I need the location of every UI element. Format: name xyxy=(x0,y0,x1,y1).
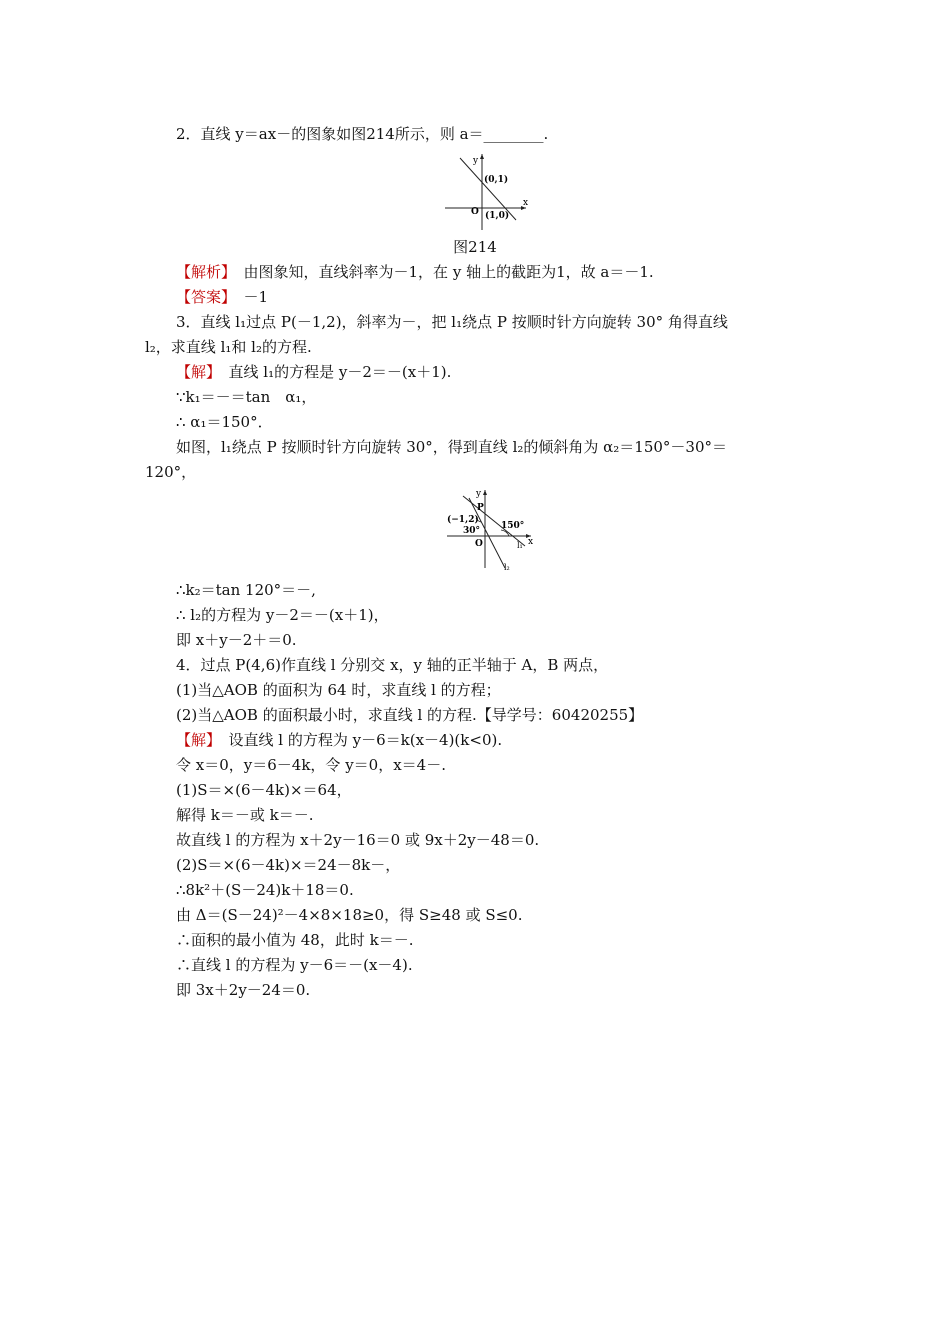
q4-solution-line3: (1)S＝×(6－4k)×＝64， xyxy=(176,781,352,799)
q4-stem-line1: 4．过点 P(4,6)作直线 l 分别交 x，y 轴的正半轴于 A，B 两点， xyxy=(176,656,609,674)
q4-solution-line9: ∴面积的最小值为 48，此时 k＝－. xyxy=(176,931,414,949)
l1-label: l₁ xyxy=(517,541,523,550)
q4-solution-line1 xyxy=(176,730,502,750)
q4-solution-line8: 由 Δ＝(S－24)²－4×8×18≥0，得 S≥48 或 S≤0. xyxy=(176,906,523,924)
answer-tag: 【答案】 xyxy=(176,288,229,306)
q4-solution-line5: 故直线 l 的方程为 x＋2y－16＝0 或 9x＋2y－48＝0. xyxy=(176,831,540,849)
y-axis-arrow-icon xyxy=(480,154,484,159)
x-label: x xyxy=(528,537,534,547)
q3-solution-line6: ∴k₂＝tan 120°＝－, xyxy=(176,581,316,599)
origin-label: O xyxy=(475,539,483,549)
q2-analysis xyxy=(176,262,654,282)
q3-solution-line4: 如图，l₁绕点 P 按顺时针方向旋转 30°，得到直线 l₂的倾斜角为 α₂＝150°－30°＝ xyxy=(176,438,728,456)
q4-solution-line4: 解得 k＝－或 k＝－. xyxy=(176,806,314,824)
q3-solution-line2: ∵k₁＝－＝tan α₁， xyxy=(176,388,317,406)
q3-stem-line1: 3．直线 l₁过点 P(－1,2)，斜率为－，把 l₁绕点 P 按顺时针方向旋转 30° 角得直线 xyxy=(176,313,728,331)
q2-stem: 2．直线 y＝ax－的图象如图214所示，则 a＝________. xyxy=(176,125,549,143)
figure-caption: 图214 xyxy=(453,238,497,256)
q3-solution-line7: ∴ l₂的方程为 y－2＝－(x＋1)， xyxy=(176,606,389,624)
q3-figure xyxy=(445,486,535,572)
y-label: y xyxy=(476,489,482,499)
q3-solution-line1 xyxy=(176,362,451,382)
solution-tag: 【解】 xyxy=(176,731,214,749)
analysis-tag: 【解析】 xyxy=(176,263,229,281)
q4-stem-line3: (2)当△AOB 的面积最小时，求直线 l 的方程.【导学号：60420255】 xyxy=(176,706,644,724)
solution-text: 直线 l₁的方程是 y－2＝－(x＋1). xyxy=(213,363,452,381)
origin-label: O xyxy=(471,207,479,217)
q3-stem-line2: l₂，求直线 l₁和 l₂的方程. xyxy=(145,338,312,356)
q4-solution-line10: ∴直线 l 的方程为 y－6＝－(x－4). xyxy=(176,956,413,974)
l2-label: l₂ xyxy=(504,563,510,572)
point-coord-label: (−1,2) xyxy=(447,515,479,525)
q2-figure xyxy=(440,150,530,232)
q3-solution-line3: ∴ α₁＝150°． xyxy=(176,413,273,431)
solution-text: 设直线 l 的方程为 y－6＝k(x－4)(k<0). xyxy=(213,731,503,749)
analysis-text: 由图象知，直线斜率为－1，在 y 轴上的截距为1，故 a＝－1. xyxy=(228,263,654,281)
angle-30-label: 30° xyxy=(463,526,481,536)
q3-solution-line8: 即 x＋y－2＋＝0. xyxy=(176,631,297,649)
q4-solution-line11: 即 3x＋2y－24＝0. xyxy=(176,981,311,999)
q4-solution-line6: (2)S＝×(6－4k)×＝24－8k－， xyxy=(176,856,401,874)
q4-solution-line7: ∴8k²＋(S－24)k＋18＝0. xyxy=(176,881,354,899)
solution-tag: 【解】 xyxy=(176,363,214,381)
point-label-1-0: (1,0) xyxy=(485,211,510,221)
q4-solution-line2: 令 x＝0，y＝6－4k，令 y＝0，x＝4－. xyxy=(176,756,446,774)
angle-150-label: 150° xyxy=(501,521,525,531)
y-label: y xyxy=(473,156,479,166)
q3-solution-line5: 120°， xyxy=(145,463,197,481)
q2-answer xyxy=(176,287,268,307)
q4-stem-line2: (1)当△AOB 的面积为 64 时，求直线 l 的方程； xyxy=(176,681,501,699)
answer-text: －1 xyxy=(228,288,269,306)
point-label-0-1: (0,1) xyxy=(484,175,509,185)
x-label: x xyxy=(523,198,529,208)
point-p-label: P xyxy=(477,503,484,513)
y-axis-arrow-icon xyxy=(483,490,487,495)
